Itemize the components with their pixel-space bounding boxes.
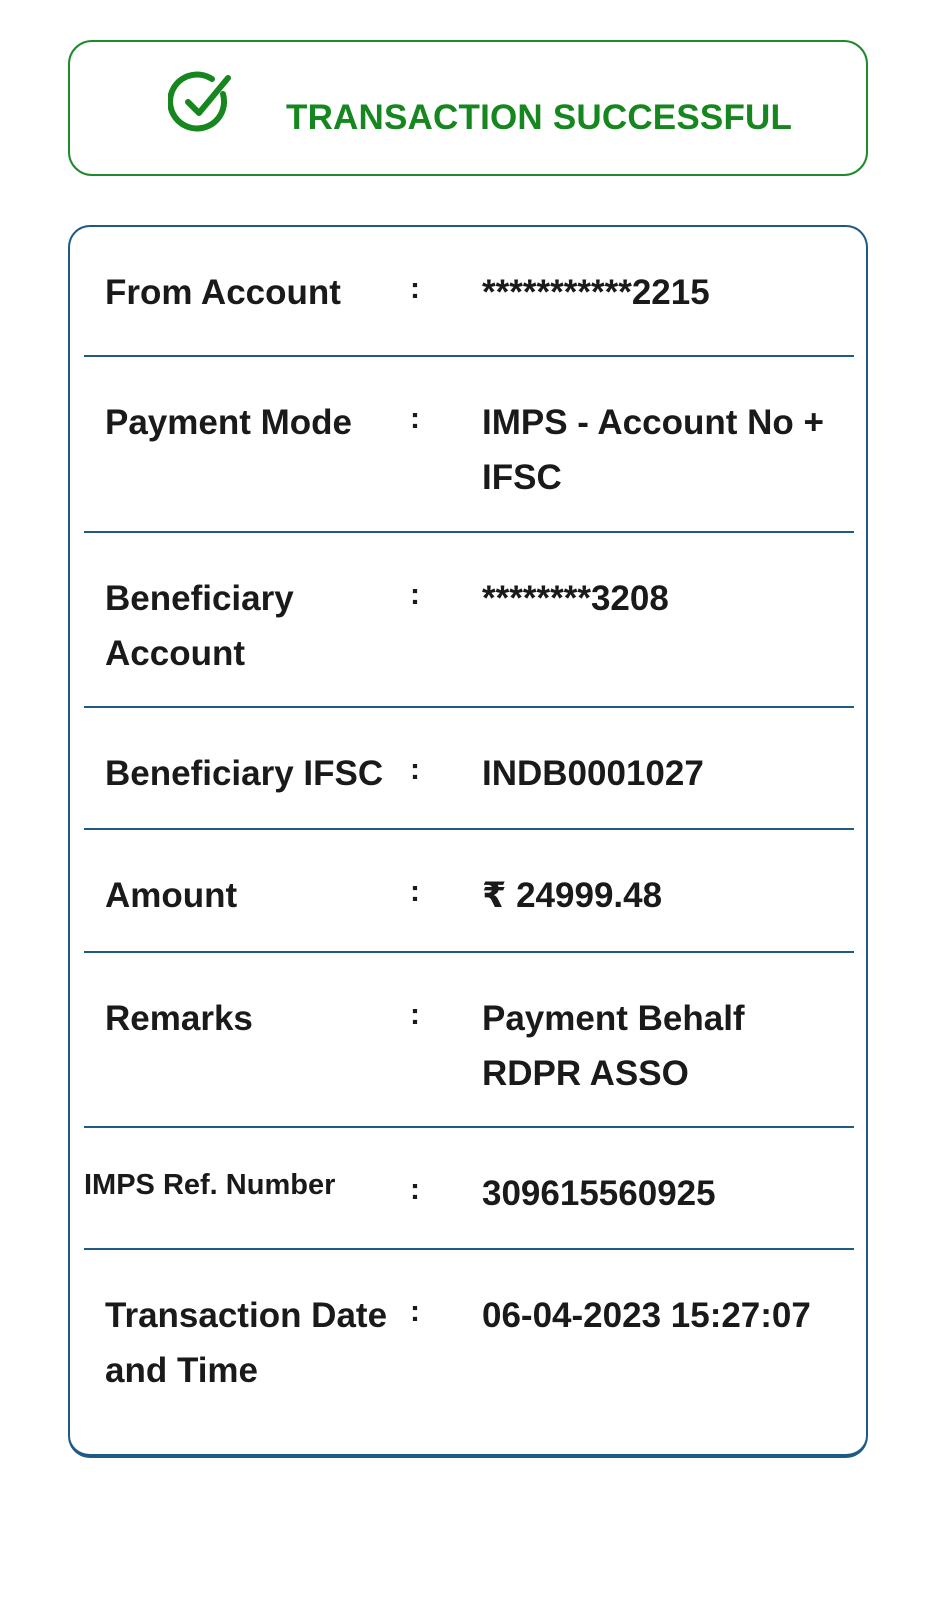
detail-row-beneficiary-account [84,533,854,708]
detail-row-payment-mode [84,357,854,533]
detail-row-amount [84,830,854,952]
transaction-status-text: TRANSACTION SUCCESSFUL [286,98,793,137]
detail-separator: : [410,402,420,435]
detail-separator: : [410,998,420,1031]
detail-separator: : [410,753,420,786]
detail-row-imps-ref-number [84,1128,854,1250]
detail-row-transaction-date-time [84,1250,854,1430]
detail-value: Payment Behalf RDPR ASSO [482,999,745,1093]
transaction-status-banner [68,40,868,176]
detail-row-from-account [84,227,854,357]
detail-label: Remarks [105,999,253,1038]
detail-label: From Account [105,273,341,312]
detail-separator: : [410,1173,420,1206]
detail-separator: : [410,578,420,611]
detail-label: Beneficiary Account [105,579,294,673]
detail-label: Payment Mode [105,403,352,442]
detail-separator: : [410,272,420,305]
transaction-details-card [68,225,868,1458]
detail-label: IMPS Ref. Number [84,1169,336,1201]
detail-value: ***********2215 [482,273,710,312]
detail-row-beneficiary-ifsc [84,708,854,830]
detail-label: Beneficiary IFSC [105,754,384,793]
detail-row-remarks [84,953,854,1128]
detail-value: ₹ 24999.48 [482,876,663,915]
check-circle-icon [168,68,236,136]
detail-separator: : [410,875,420,908]
detail-separator: : [410,1295,420,1328]
detail-label: Transaction Date and Time [105,1296,388,1390]
detail-label: Amount [105,876,238,915]
detail-value: ********3208 [482,579,669,618]
detail-value: INDB0001027 [482,754,704,793]
detail-value: 309615560925 [482,1174,716,1213]
detail-value: 06-04-2023 15:27:07 [482,1296,811,1335]
detail-value: IMPS - Account No + IFSC [482,403,824,497]
